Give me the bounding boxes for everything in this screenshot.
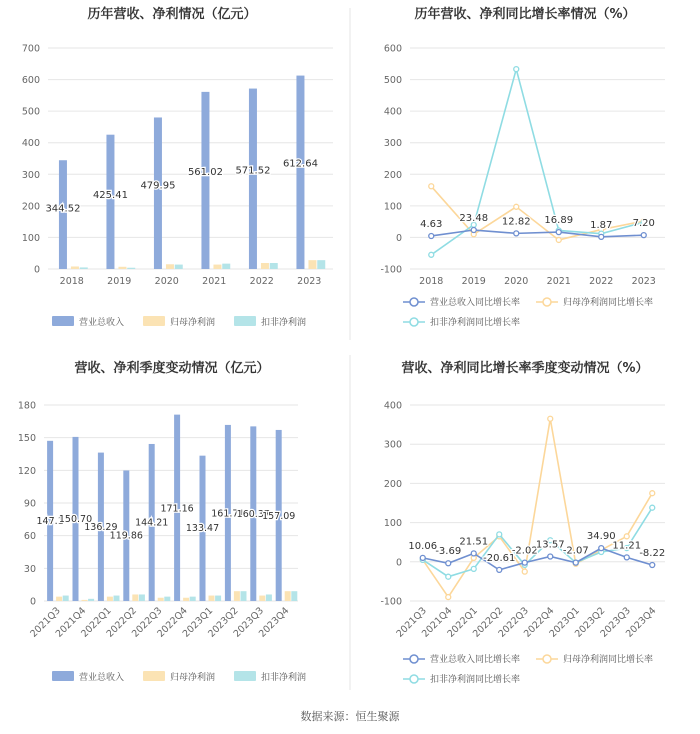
line-point: [471, 566, 476, 571]
x-tick-label: 2022Q2: [104, 605, 140, 640]
bar-deducted-profit: [63, 596, 69, 601]
line-point: [556, 230, 561, 235]
x-tick-label: 2023Q2: [206, 605, 241, 640]
x-tick-label: 2022Q3: [496, 605, 531, 640]
bar-net-profit: [209, 596, 215, 601]
data-label: 479.95: [140, 180, 176, 192]
data-source-footer: 数据来源：恒生聚源: [300, 710, 400, 723]
legend-marker: [410, 298, 418, 306]
bar-net-profit: [234, 591, 240, 601]
data-label: 171.16: [160, 503, 194, 515]
data-label: 16.89: [544, 215, 574, 227]
line-point: [573, 560, 578, 565]
bar-net-profit: [213, 265, 221, 269]
y-tick-label: 200: [383, 478, 402, 490]
y-tick-label: 400: [383, 400, 402, 412]
legend-marker: [543, 298, 551, 306]
data-label: 7.20: [632, 218, 655, 230]
x-tick-label: 2021Q3: [28, 605, 63, 640]
bar-net-profit: [158, 598, 164, 601]
line-point: [599, 546, 604, 551]
y-tick-label: 400: [21, 138, 40, 150]
chart-title: 营收、净利同比增长率季度变动情况（%）: [401, 361, 649, 376]
x-tick-label: 2019: [461, 276, 486, 287]
line-point: [497, 532, 502, 537]
x-tick-label: 2022Q3: [129, 605, 165, 640]
data-label: 21.51: [459, 536, 489, 548]
line-point: [624, 555, 629, 560]
bar-deducted-profit: [241, 591, 247, 601]
data-label: 12.82: [501, 216, 531, 228]
x-tick-label: 2023Q4: [256, 605, 292, 640]
legend-marker: [543, 655, 551, 663]
data-label: 571.52: [235, 165, 271, 177]
line-point: [522, 560, 527, 565]
y-tick-label: 150: [17, 433, 36, 445]
legend-swatch: [234, 316, 256, 326]
y-tick-label: 200: [383, 169, 402, 181]
line-point: [514, 67, 519, 72]
x-tick-label: 2023Q1: [547, 605, 582, 640]
line-point: [548, 416, 553, 421]
y-tick-label: -100: [380, 596, 402, 608]
y-tick-label: 200: [21, 201, 40, 213]
line-point: [514, 204, 519, 209]
legend-marker: [410, 675, 418, 683]
line-point: [446, 574, 451, 579]
line-point: [650, 505, 655, 510]
data-label: 612.64: [282, 158, 318, 170]
y-tick-label: 100: [383, 201, 402, 213]
bar-deducted-profit: [88, 599, 94, 601]
legend-label: 归母净利润同比增长率: [563, 298, 654, 308]
bar-net-profit: [132, 594, 138, 601]
x-tick-label: 2020: [154, 276, 179, 287]
bar-revenue: [249, 89, 257, 269]
y-tick-label: 0: [29, 596, 36, 608]
y-tick-label: 180: [17, 400, 36, 412]
x-tick-label: 2023Q1: [180, 605, 216, 640]
chart-title: 营收、净利季度变动情况（亿元）: [74, 361, 270, 376]
x-tick-label: 2022Q4: [521, 605, 557, 640]
data-label: -2.02: [511, 545, 538, 557]
bar-deducted-profit: [164, 597, 170, 601]
x-tick-label: 2021Q4: [53, 605, 89, 640]
bar-net-profit: [107, 597, 113, 601]
line-point: [429, 184, 434, 189]
data-label: 1.87: [590, 219, 613, 231]
chart-quarterly_growth: [380, 360, 665, 640]
legend-label: 营业总收入同比增长率: [430, 298, 521, 308]
y-tick-label: 300: [383, 439, 402, 451]
bar-revenue: [106, 135, 114, 269]
x-tick-label: 2021: [546, 276, 571, 287]
line-point: [497, 567, 502, 572]
y-tick-label: 90: [23, 498, 36, 510]
legend-swatch: [52, 316, 74, 326]
bar-deducted-profit: [270, 263, 278, 269]
data-label: 160.37: [236, 509, 270, 521]
chart-title: 历年营收、净利情况（亿元）: [87, 7, 257, 22]
x-tick-label: 2019: [107, 276, 132, 287]
bar-net-profit: [259, 596, 265, 601]
data-label: 133.47: [185, 523, 220, 535]
line-point: [471, 551, 476, 556]
x-tick-label: 2022Q2: [470, 605, 506, 640]
data-label: 136.29: [84, 521, 118, 533]
data-label: 425.41: [92, 189, 128, 201]
data-label: 4.63: [420, 218, 443, 230]
data-label: 344.52: [45, 203, 81, 215]
data-label: 561.02: [187, 167, 223, 179]
x-tick-label: 2023Q3: [231, 605, 267, 640]
data-label: -3.69: [435, 546, 462, 558]
line-point: [641, 233, 646, 238]
x-tick-label: 2021Q4: [419, 605, 455, 640]
x-tick-label: 2022: [589, 276, 614, 287]
y-tick-label: 500: [383, 75, 402, 87]
bar-revenue: [59, 160, 67, 269]
legend-swatch: [52, 671, 74, 681]
x-tick-label: 2018: [419, 276, 444, 287]
x-tick-label: 2023Q3: [598, 605, 633, 640]
y-tick-label: 400: [383, 106, 402, 118]
bar-net-profit: [166, 264, 174, 269]
line-net-profit-growth: [423, 419, 653, 597]
line-point: [446, 561, 451, 566]
legend-marker: [410, 318, 418, 326]
data-label: 161.71: [211, 508, 245, 520]
line-point: [471, 228, 476, 233]
x-tick-label: 2022Q4: [155, 605, 190, 640]
bar-net-profit: [308, 260, 316, 269]
line-point: [599, 234, 604, 239]
bar-net-profit: [183, 598, 189, 601]
line-point: [650, 491, 655, 496]
bar-revenue: [296, 76, 304, 269]
bar-net-profit: [285, 591, 291, 601]
legend-swatch: [234, 671, 256, 681]
data-label: 150.70: [58, 514, 93, 526]
legend-marker: [410, 655, 418, 663]
bar-net-profit: [71, 266, 79, 269]
bar-revenue: [154, 117, 162, 269]
legend-swatch: [143, 316, 165, 326]
y-tick-label: 100: [383, 518, 402, 530]
x-tick-label: 2023Q4: [623, 605, 659, 640]
bar-deducted-profit: [222, 264, 230, 269]
bar-deducted-profit: [215, 596, 221, 601]
data-label: 157.09: [262, 510, 296, 522]
y-tick-label: 600: [383, 43, 402, 55]
legend-label: 归母净利润: [170, 673, 216, 683]
y-tick-label: 30: [23, 563, 36, 575]
line-point: [556, 237, 561, 242]
bar-net-profit: [118, 267, 126, 269]
chart-title: 历年营收、净利同比增长率情况（%）: [414, 7, 636, 22]
legend-label: 扣非净利润: [261, 673, 307, 683]
legend-label: 营业总收入: [79, 673, 125, 683]
data-label: 147.1: [36, 516, 64, 528]
legend-label: 营业总收入同比增长率: [430, 655, 521, 665]
line-point: [548, 554, 553, 559]
line-point: [522, 569, 527, 574]
data-label: 23.48: [459, 213, 489, 225]
x-tick-label: 2021Q3: [394, 605, 429, 640]
legend-label: 营业总收入: [79, 318, 125, 328]
x-tick-label: 2022Q1: [79, 605, 114, 640]
y-tick-label: 600: [21, 75, 40, 87]
bar-deducted-profit: [114, 596, 120, 601]
y-tick-label: 0: [33, 264, 40, 276]
x-tick-label: 2022: [249, 276, 274, 287]
line-point: [429, 252, 434, 257]
line-point: [429, 233, 434, 238]
y-tick-label: 0: [395, 557, 402, 569]
bar-deducted-profit: [175, 265, 183, 269]
y-tick-label: 100: [21, 232, 40, 244]
line-point: [650, 563, 655, 568]
bar-net-profit: [56, 597, 62, 601]
x-tick-label: 2021: [202, 276, 227, 287]
legend-label: 扣非净利润同比增长率: [430, 675, 521, 685]
x-tick-label: 2018: [59, 276, 84, 287]
legend-label: 扣非净利润: [261, 318, 307, 328]
chart-quarterly_bars: [18, 360, 298, 640]
bar-deducted-profit: [266, 594, 272, 601]
line-point: [514, 231, 519, 236]
y-tick-label: 60: [23, 531, 36, 543]
legend-label: 归母净利润同比增长率: [563, 655, 654, 665]
data-label: 119.86: [109, 530, 143, 542]
data-label: 11.21: [612, 540, 642, 552]
y-tick-label: 700: [21, 43, 40, 55]
bar-deducted-profit: [317, 260, 325, 269]
bar-net-profit: [261, 263, 269, 269]
x-tick-label: 2020: [504, 276, 529, 287]
y-tick-label: 500: [21, 106, 40, 118]
x-tick-label: 2023: [297, 276, 322, 287]
legend-label: 扣非净利润同比增长率: [430, 318, 521, 328]
legend-label: 归母净利润: [170, 318, 216, 328]
y-tick-label: 120: [17, 465, 36, 477]
bar-deducted-profit: [80, 267, 88, 269]
y-tick-label: 300: [21, 169, 40, 181]
x-tick-label: 2023: [631, 276, 656, 287]
data-label: 34.90: [586, 531, 616, 543]
chart-annual_growth: [380, 6, 665, 287]
line-point: [446, 595, 451, 600]
y-tick-label: 0: [395, 232, 402, 244]
bar-revenue: [201, 92, 209, 269]
chart-annual_bars: [22, 6, 333, 287]
data-label: -8.22: [639, 548, 666, 560]
y-tick-label: -100: [380, 264, 402, 276]
x-tick-label: 2022Q1: [445, 605, 480, 640]
x-tick-label: 2023Q2: [572, 605, 608, 640]
line-point: [624, 534, 629, 539]
bar-deducted-profit: [190, 597, 196, 601]
bar-net-profit: [82, 600, 88, 601]
data-label: -20.61: [483, 552, 516, 564]
data-label: -2.07: [562, 545, 589, 557]
line-point: [420, 555, 425, 560]
bar-deducted-profit: [127, 268, 135, 269]
data-label: 144.21: [135, 517, 169, 529]
legend-swatch: [143, 671, 165, 681]
y-tick-label: 300: [383, 138, 402, 150]
data-label: 10.06: [408, 540, 438, 552]
bar-deducted-profit: [291, 591, 297, 601]
data-label: 13.57: [535, 539, 565, 551]
bar-deducted-profit: [139, 594, 145, 601]
